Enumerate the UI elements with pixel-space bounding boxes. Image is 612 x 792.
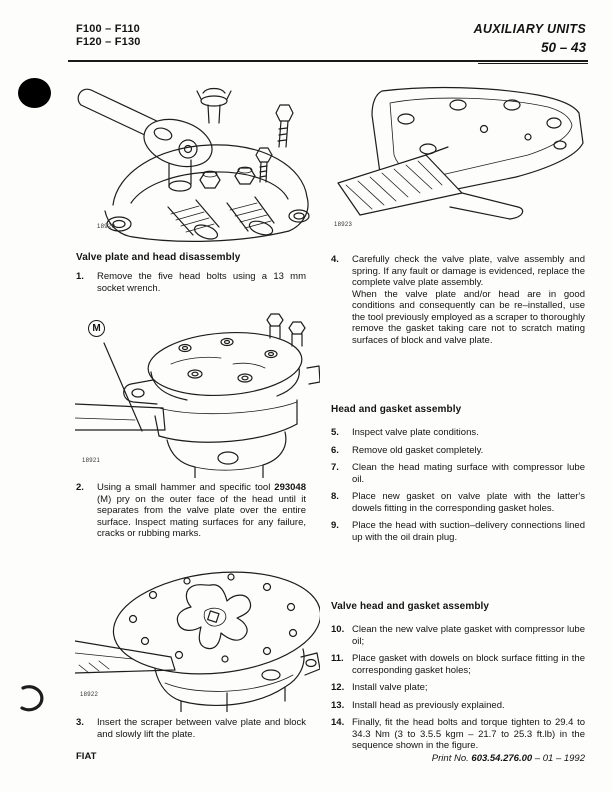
step-number: 6.	[331, 444, 339, 456]
step-item	[331, 491, 585, 514]
figure-head-bolt-removal	[75, 85, 320, 243]
valve-plate-gasket-scraper-illustration	[332, 85, 584, 235]
step-text: Install valve plate;	[352, 682, 428, 693]
print-prefix: Print No.	[431, 753, 472, 764]
step-item	[76, 717, 306, 740]
section-title: AUXILIARY UNITS	[473, 22, 586, 36]
disassembly-step-3	[76, 717, 306, 746]
step-item	[331, 520, 585, 543]
thumb-index-dot	[18, 78, 51, 108]
step-text: Remove the five head bolts using a 13 mm socket wrench.	[97, 271, 306, 294]
step-text: Inspect valve plate conditions.	[352, 427, 479, 438]
head-gasket-heading: Head and gasket assembly	[331, 404, 462, 415]
step-number: 1.	[76, 271, 84, 282]
step-item	[331, 445, 585, 457]
brand-logo-text: FIAT	[76, 751, 97, 762]
step-text: Remove old gasket completely.	[352, 444, 484, 456]
step-item	[331, 462, 585, 485]
disassembly-heading: Valve plate and head disassembly	[76, 252, 241, 263]
registration-mark	[14, 683, 48, 713]
figure-number: 18922	[80, 692, 99, 698]
step-item	[331, 653, 585, 676]
step-text: Install head as previously explained.	[352, 699, 505, 711]
model-range-1: F100 – F110	[76, 23, 140, 35]
step-number: 7.	[331, 462, 339, 473]
print-number-line	[432, 753, 585, 764]
step-item	[331, 427, 585, 439]
tool-m-label: M	[88, 320, 105, 337]
valve-head-gasket-steps	[331, 624, 585, 758]
step-number: 9.	[331, 520, 339, 531]
step-text: Finally, fit the head bolts and torque tighten to 29.4 to 34.3 Nm (3 to 3.5.5 kgm – 21.7 to 25.3 ft.lb) in the sequence shown in the figure.	[352, 717, 585, 751]
step-number: 2.	[76, 482, 84, 493]
step-number: 3.	[76, 717, 84, 728]
step-number: 14.	[331, 717, 345, 728]
step-item	[76, 482, 306, 540]
step-item	[76, 271, 306, 294]
disassembly-step-1	[76, 271, 306, 300]
figure-head-separation	[75, 312, 320, 478]
tool-code: 293048	[274, 482, 306, 493]
step-item	[331, 682, 585, 694]
step-number: 5.	[331, 427, 339, 438]
page-number: 50 – 43	[540, 40, 586, 55]
step-text-post: (M) pry on the outer face of the head until it separates from the valve plate over the entire surface. Inspect mating surfaces for any failure, cracks or rubbing marks.	[97, 493, 306, 539]
valve-plate-scraper-illustration	[75, 557, 320, 712]
step-paragraph-1: Carefully check the valve plate, valve assembly and spring. If any fault or damage is evidenced, replace the complete valve plate assembly.	[352, 254, 585, 288]
step-item	[331, 254, 585, 346]
step-text: Insert the scraper between valve plate and block and slowly lift the plate.	[97, 717, 306, 740]
header-rule-accent	[478, 63, 588, 64]
step-number: 13.	[331, 699, 345, 711]
step-item	[331, 700, 585, 712]
figure-number: 18921	[82, 458, 101, 464]
step-text: Clean the new valve plate gasket with compressor lube oil;	[352, 624, 585, 647]
step-text: Clean the head mating surface with compressor lube oil.	[352, 462, 585, 485]
figure-gasket-scraping	[332, 85, 584, 235]
step-number: 8.	[331, 491, 339, 502]
compressor-head-tool-illustration	[75, 312, 320, 478]
step-text	[352, 254, 585, 346]
header-models	[76, 23, 141, 49]
head-gasket-steps	[331, 427, 585, 549]
print-suffix: – 01 – 1992	[532, 753, 585, 764]
check-step-4	[331, 254, 585, 352]
valve-head-gasket-heading: Valve head and gasket assembly	[331, 601, 490, 612]
step-text-pre: Using a small hammer and specific tool	[97, 482, 275, 493]
step-number: 11.	[331, 653, 344, 664]
disassembly-step-2	[76, 482, 306, 546]
figure-plate-lifting	[75, 557, 320, 712]
step-number: 12.	[331, 682, 345, 693]
print-number: 603.54.276.00	[471, 753, 533, 764]
step-text: Place gasket with dowels on block surface fitting in the corresponding gasket holes;	[352, 653, 585, 676]
header-rule	[68, 60, 588, 62]
compressor-head-wrench-illustration	[75, 85, 320, 243]
step-number: 10.	[331, 624, 345, 635]
header-right	[474, 22, 586, 55]
figure-number: 18923	[334, 222, 353, 228]
figure-number: 18920	[97, 224, 116, 230]
step-item	[331, 624, 585, 647]
step-paragraph-2: When the valve plate and/or head are in good conditions and consequently can be re–installed, use the tool previously employed as a scraper to thoroughly remove the gasket taking care not to scratch mating surfaces of block and valve plate.	[352, 288, 585, 346]
model-range-2: F120 – F130	[76, 36, 141, 48]
step-text	[97, 482, 306, 540]
step-number: 4.	[331, 254, 339, 265]
step-text: Place the head with suction–delivery connections lined up with the oil drain plug.	[352, 520, 585, 543]
step-item	[331, 717, 585, 752]
step-text: Place new gasket on valve plate with the latter's dowels fitting in the corresponding gasket holes.	[352, 491, 585, 514]
